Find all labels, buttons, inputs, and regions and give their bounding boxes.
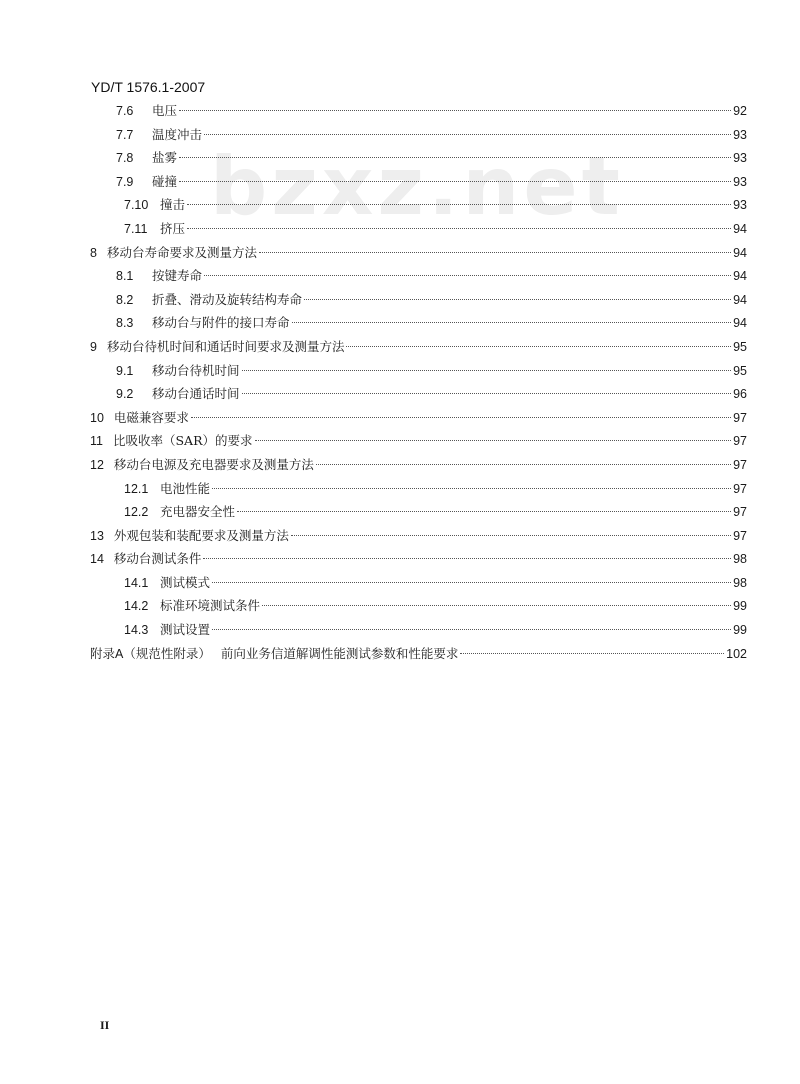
toc-entry-number: 12.1 [124,481,149,496]
toc-entry-title: 移动台测试条件 [113,551,202,567]
toc-entry-page: 98 [733,552,747,567]
toc-entry-number: 14 [90,552,104,567]
toc-entry-page: 94 [733,316,747,331]
toc-entry[interactable] [90,217,747,241]
toc-entry-title: 碰撞 [152,173,178,189]
toc-entry[interactable] [90,288,747,312]
toc-entry-number: 12.2 [124,505,149,520]
toc-entry-title: 按键寿命 [152,268,203,284]
toc-entry-title: 撞击 [160,197,186,213]
toc-entry-number: 8.2 [116,292,134,307]
toc-entry-page: 95 [733,339,747,354]
toc-entry[interactable] [90,594,747,618]
table-of-contents [90,99,747,665]
toc-entry[interactable] [90,524,747,548]
toc-dot-leader [242,393,732,394]
toc-entry-number: 8.1 [116,269,134,284]
toc-entry-title: 电磁兼容要求 [113,409,189,425]
toc-entry-title: 温度冲击 [152,126,203,142]
toc-entry-title: 移动台寿命要求及测量方法 [106,244,257,260]
toc-entry-page: 97 [733,434,747,449]
toc-entry-page: 93 [733,151,747,166]
toc-entry[interactable] [90,500,747,524]
toc-entry-page: 95 [733,363,747,378]
toc-entry-page: 96 [733,387,747,402]
toc-entry-page: 102 [726,646,747,661]
toc-entry-number: 7.7 [116,127,134,142]
toc-entry[interactable] [90,146,747,170]
toc-entry[interactable] [90,311,747,335]
toc-entry-title: 移动台电源及充电器要求及测量方法 [113,456,314,472]
toc-dot-leader [179,157,731,158]
toc-entry[interactable] [90,123,747,147]
toc-entry-number: 14.1 [124,575,149,590]
toc-entry[interactable] [90,241,747,265]
toc-entry-title: 前向业务信道解调性能测试参数和性能要求 [220,645,459,661]
toc-entry-number: 7.11 [124,221,148,236]
toc-entry-title: 外观包装和装配要求及测量方法 [113,527,289,543]
toc-entry[interactable] [90,477,747,501]
toc-entry[interactable] [90,335,747,359]
toc-entry-number: 14.3 [124,623,149,638]
toc-dot-leader [292,322,732,323]
toc-entry-number: 13 [90,528,104,543]
toc-entry-page: 93 [733,198,747,213]
toc-entry-number: 9 [90,339,97,354]
toc-entry-page: 94 [733,221,747,236]
watermark: bzxz.net [210,140,624,233]
toc-entry-number: 8 [90,245,97,260]
toc-entry[interactable] [90,406,747,430]
toc-entry-number: 7.10 [124,198,149,213]
toc-entry[interactable] [90,264,747,288]
toc-entry-number: 12 [90,457,104,472]
toc-dot-leader [179,181,731,182]
toc-entry-number: 7.9 [116,174,134,189]
toc-entry-title: 标准环境测试条件 [160,598,261,614]
toc-dot-leader [212,582,731,583]
toc-dot-leader [259,252,731,253]
toc-dot-leader [346,346,731,347]
toc-entry-number: 10 [90,410,104,425]
toc-entry-page: 94 [733,245,747,260]
toc-entry-page: 97 [733,505,747,520]
toc-entry-number: 8.3 [116,316,134,331]
toc-entry-title: 挤压 [160,220,186,236]
toc-entry[interactable] [90,453,747,477]
toc-entry-page: 97 [733,481,747,496]
toc-entry-title: 测试设置 [160,622,211,638]
toc-dot-leader [204,134,731,135]
toc-entry-page: 99 [733,599,747,614]
toc-entry-number: 7.8 [116,151,134,166]
toc-entry-page: 98 [733,575,747,590]
toc-entry-title: 移动台待机时间 [152,362,240,378]
toc-dot-leader [203,558,731,559]
toc-dot-leader [255,440,732,441]
toc-entry-number: 9.2 [116,387,134,402]
toc-entry-title: 移动台与附件的接口寿命 [152,315,290,331]
toc-entry-title: 电池性能 [160,480,211,496]
toc-entry[interactable] [90,382,747,406]
toc-entry-title: 测试模式 [160,574,211,590]
toc-dot-leader [204,275,731,276]
toc-dot-leader [212,629,731,630]
toc-entry-title: 盐雾 [152,150,178,166]
toc-entry-title: 移动台待机时间和通话时间要求及测量方法 [106,338,345,354]
toc-entry-page: 97 [733,528,747,543]
toc-entry-page: 94 [733,269,747,284]
toc-entry-title: 比吸收率（SAR）的要求 [112,433,253,449]
toc-entry-page: 94 [733,292,747,307]
toc-dot-leader [242,370,732,371]
toc-entry-page: 92 [733,104,747,118]
toc-entry[interactable] [90,618,747,642]
toc-entry-number: 附录A（规范性附录） [90,646,211,661]
toc-entry-page: 93 [733,127,747,142]
toc-entry[interactable] [90,642,747,666]
toc-dot-leader [262,605,731,606]
toc-entry[interactable] [90,170,747,194]
toc-entry[interactable] [90,193,747,217]
toc-dot-leader [191,417,731,418]
toc-entry[interactable] [90,99,747,123]
toc-dot-leader [460,653,724,654]
toc-entry-page: 97 [733,410,747,425]
toc-entry-title: 电压 [152,103,178,118]
toc-entry-title: 折叠、滑动及旋转结构寿命 [152,291,303,307]
toc-dot-leader [179,110,731,111]
toc-entry-page: 93 [733,174,747,189]
toc-entry-title: 移动台通话时间 [152,386,240,402]
toc-dot-leader [291,535,731,536]
toc-entry-number: 11 [90,434,103,449]
toc-dot-leader [187,228,731,229]
toc-entry-number: 14.2 [124,599,149,614]
toc-dot-leader [237,511,731,512]
toc-entry-title: 充电器安全性 [160,504,236,520]
toc-entry-number: 7.6 [116,104,134,118]
toc-dot-leader [187,204,731,205]
toc-entry[interactable] [90,429,747,453]
toc-entry-page: 99 [733,623,747,638]
toc-entry[interactable] [90,571,747,595]
toc-entry[interactable] [90,359,747,383]
document-code: YD/T 1576.1-2007 [91,79,206,95]
toc-dot-leader [304,299,731,300]
toc-dot-leader [316,464,731,465]
toc-entry-page: 97 [733,457,747,472]
toc-entry[interactable] [90,547,747,571]
toc-entry-number: 9.1 [116,363,134,378]
toc-dot-leader [212,488,731,489]
page-number: II [100,1018,110,1032]
